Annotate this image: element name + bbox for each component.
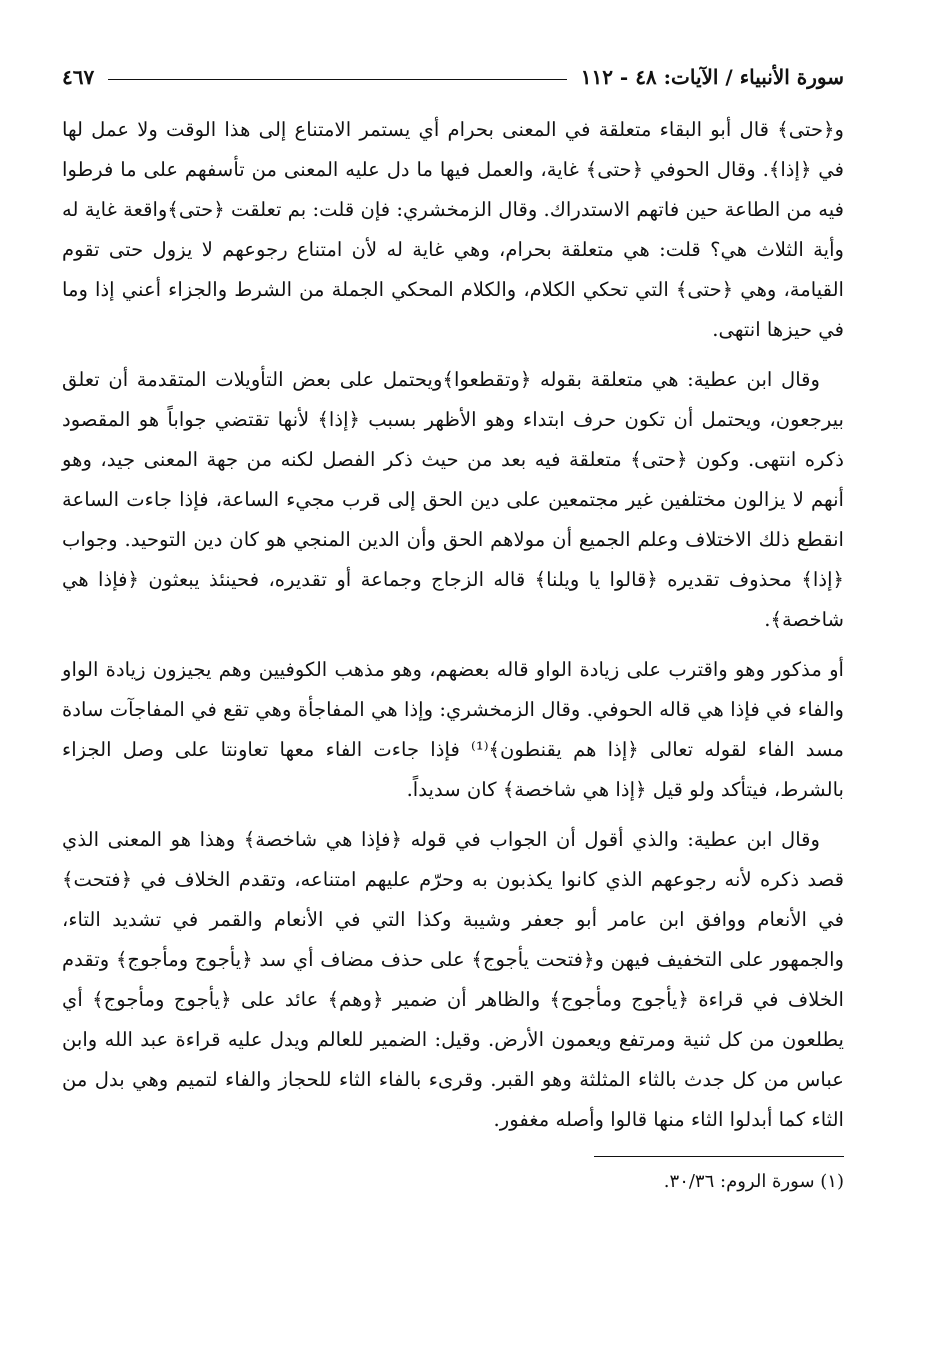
page-header (62, 60, 844, 94)
footnote-rule (594, 1156, 844, 1157)
main-text (62, 110, 844, 1140)
page-number: ٤٦٧ (62, 65, 95, 89)
paragraph-1: و﴿حتى﴾ قال أبو البقاء متعلقة في المعنى بحرام أي يستمر الامتناع إلى هذا الوقت ولا عمل لها في ﴿إذا﴾. وقال الحوفي ﴿حتى﴾ غاية، والعمل فيها ما دل عليه المعنى من تأسفهم على ما فرطوا فيه من الطاعة حين فاتهم الاستدراك. وقال الزمخشري: فإن قلت: بم تعلقت ﴿حتى﴾واقعة غاية له وأية الثلاث هي؟ قلت: هي متعلقة بحرام، وهي غاية له لأن امتناع رجوعهم لا يزول حتى تقوم القيامة، وهي ﴿حتى﴾ التي تحكي الكلام، والكلام المحكي الجملة من الشرط والجزاء أعني إذا وما في حيزها انتهى. (62, 118, 844, 341)
paragraph-3: أو مذكور وهو واقترب على زيادة الواو قاله بعضهم، وهو مذهب الكوفيين وهم يجيزون زيادة الواو والفاء في فإذا هي قاله الحوفي. وقال الزمخشري: وإذا هي المفاجأة وهي تقع في المفاجآت سادة مسد الفاء لقوله تعالى ﴿إذا هم يقنطون﴾⁽¹⁾ فإذا جاءت الفاء معها تعاونتا على وصل الجزاء بالشرط، فيتأكد ولو قيل ﴿إذا هي شاخصة﴾ كان سديداً. (62, 658, 844, 801)
running-title: سورة الأنبياء / الآيات: ٤٨ - ١١٢ (580, 65, 844, 89)
footnote: (١) سورة الروم: ٣٠/٣٦. (663, 1171, 844, 1192)
page (62, 60, 844, 1270)
paragraph-4: وقال ابن عطية: والذي أقول أن الجواب في قوله ﴿فإذا هي شاخصة﴾ وهذا هو المعنى الذي قصد ذكره لأنه رجوعهم الذي كانوا يكذبون به وحرّم عليهم امتناعه، وتقدم الخلاف في ﴿فتحت﴾ في الأنعام ووافق ابن عامر أبو جعفر وشيبة وكذا التي في الأنعام والقمر في تشديد التاء، والجمهور على التخفيف فيهن و﴿فتحت يأجوج﴾ على حذف مضاف أي سد ﴿يأجوج ومأجوج﴾ وتقدم الخلاف في قراءة ﴿يأجوج ومأجوج﴾ والظاهر أن ضمير ﴿وهم﴾ عائد على ﴿يأجوج ومأجوج﴾ أي يطلعون من كل ثنية ومرتفع ويعمون الأرض. وقيل: الضمير للعالم ويدل عليه قراءة عبد الله وابن عباس من كل جدث بالثاء المثلثة وهو القبر. وقرىء بالفاء الثاء للحجاز والفاء لتميم وهي بدل من الثاء كما أبدلوا الثاء منها قالوا وأصله مغفور. (62, 828, 844, 1131)
header-rule (108, 79, 566, 80)
paragraph-2: وقال ابن عطية: هي متعلقة بقوله ﴿وتقطعوا﴾ويحتمل على بعض التأويلات المتقدمة أن تعلق بيرجعون، ويحتمل أن تكون حرف ابتداء وهو الأظهر بسبب ﴿إذا﴾ لأنها تقتضي جواباً هو المقصود ذكره انتهى. وكون ﴿حتى﴾ متعلقة فيه بعد من حيث ذكر الفصل لكنه من جهة المعنى جيد، وهو أنهم لا يزالون مختلفين غير مجتمعين على دين الحق إلى قرب مجيء الساعة، فإذا جاءت الساعة انقطع ذلك الاختلاف وعلم الجميع أن مولاهم الحق وأن الدين المنجي هو كان دين التوحيد. وجواب ﴿إذا﴾ محذوف تقديره ﴿قالوا يا ويلنا﴾ قاله الزجاج وجماعة أو تقديره، فحينئذ يبعثون ﴿فإذا هي شاخصة﴾. (62, 368, 844, 631)
